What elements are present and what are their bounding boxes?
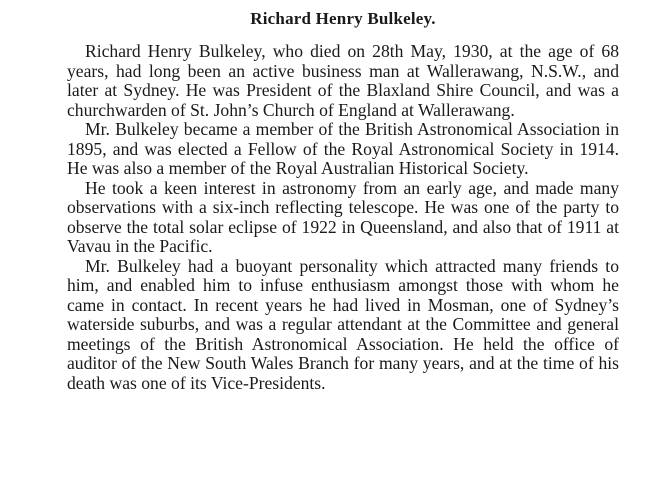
- paragraph-2: Mr. Bulkeley became a member of the British Astronomical Association in 1895, and was elected a Fellow of the Royal Astronomical Society in 1914. He was also a member of the Royal Australian Historical Society.: [67, 119, 619, 178]
- paragraph-4: Mr. Bulkeley had a buoyant personality which attracted many friends to him, and enabled him to infuse enthusiasm amongst those with whom he came in contact. In recent years he had lived in Mosman, one of Sydney’s waterside suburbs, and was a regular attendant at the Committee and general meetings of the British Astronomical Association. He held the office of auditor of the New South Wales Branch for many years, and at the time of his death was one of its Vice-Presidents.: [67, 255, 619, 393]
- obituary-title: Richard Henry Bulkeley.: [250, 9, 436, 28]
- paragraph-3: He took a keen interest in astronomy from an early age, and made many observations with a six-inch reflecting telescope. He was one of the party to observe the total solar eclipse of 1922 in Queensland, and also that of 1911 at Vavau in the Pacific.: [67, 177, 619, 256]
- obituary-page: [67, 8, 619, 393]
- paragraph-1: Richard Henry Bulkeley, who died on 28th May, 1930, at the age of 68 years, had long been an active business man at Wallerawang, N.S.W., and later at Sydney. He was President of the Blaxland Shire Council, and was a churchwarden of St. John’s Church of England at Wallerawang.: [67, 41, 619, 120]
